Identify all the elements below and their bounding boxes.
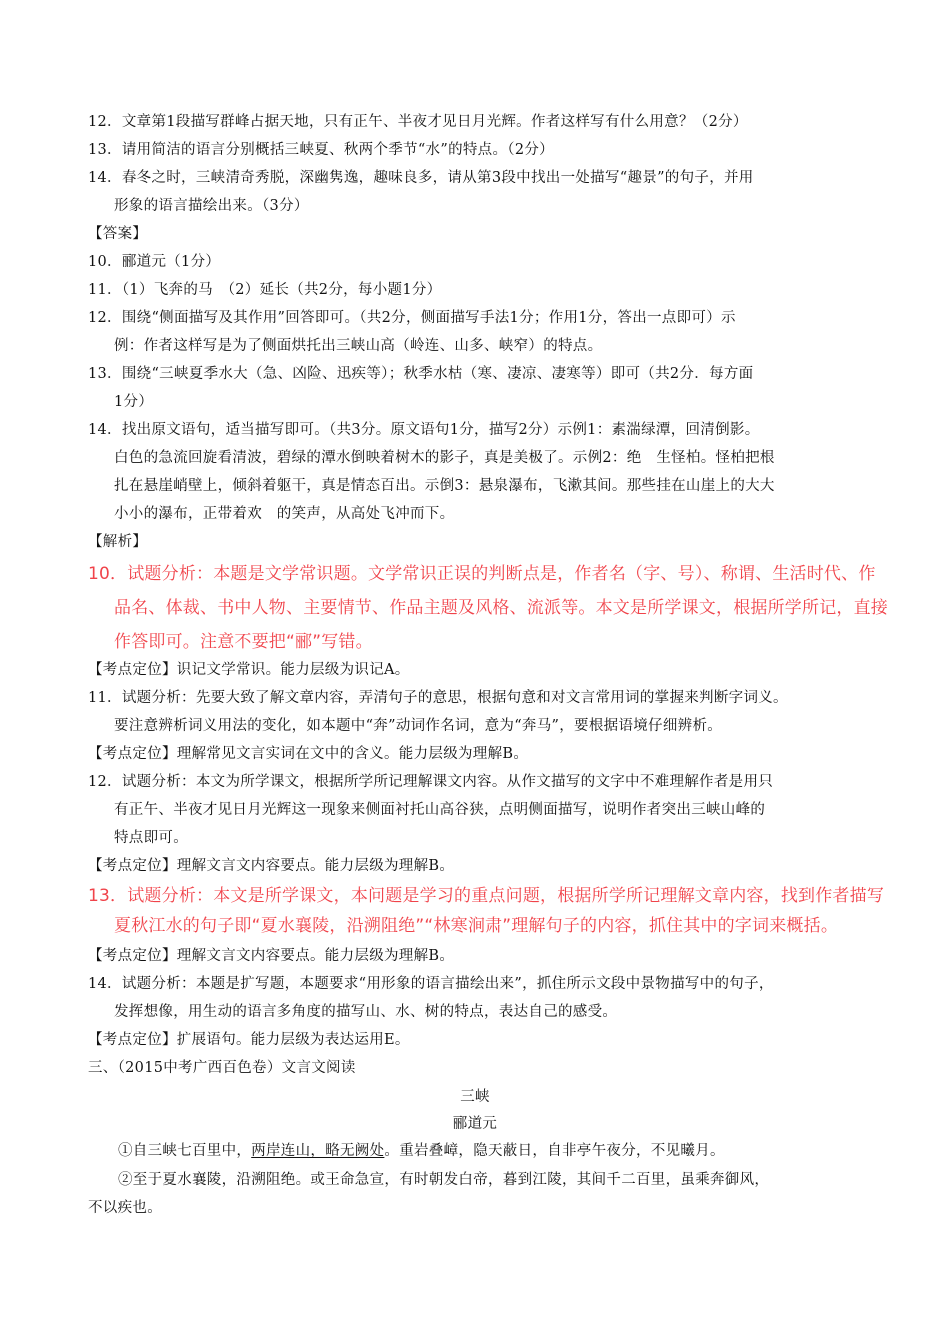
analysis-12-cont-1: 有正午、半夜才见日月光辉这一现象来侧面衬托山高谷狭，点明侧面描写，说明作者突出三峡山峰的 [114, 802, 766, 818]
answer-14: 14．找出原文语句，适当描写即可。（共3分。原文语句1分，描写2分）示例1：素湍绿潭，回清倒影。 [88, 422, 760, 438]
kaodian-14: 【考点定位】扩展语句。能力层级为表达运用E。 [88, 1032, 410, 1048]
answer-12-cont: 例：作者这样写是为了侧面烘托出三峡山高（岭连、山多、峡窄）的特点。 [114, 338, 603, 354]
answer-heading: 【答案】 [88, 226, 148, 242]
analysis-12-cont-2: 特点即可。 [114, 830, 188, 846]
question-13: 13．请用简洁的语言分别概括三峡夏、秋两个季节“水”的特点。（2分） [88, 142, 554, 158]
analysis-14: 14．试题分析：本题是扩写题，本题要求“用形象的语言描绘出来”，抓住所示文段中景物描写中的句子， [88, 976, 774, 992]
analysis-14-cont: 发挥想像，用生动的语言多角度的描写山、水、树的特点，表达自己的感受。 [114, 1004, 618, 1020]
passage-title: 三峡 [460, 1089, 490, 1105]
answer-13-cont: 1分） [114, 394, 154, 410]
question-14-cont: 形象的语言描绘出来。（3分） [114, 198, 309, 214]
kaodian-11: 【考点定位】理解常见文言实词在文中的含义。能力层级为理解B。 [88, 746, 529, 762]
kaodian-12: 【考点定位】理解文言文内容要点。能力层级为理解B。 [88, 858, 455, 874]
answer-13: 13．围绕“三峡夏季水大（急、凶险、迅疾等）；秋季水枯（寒、凄凉、凄寒等）即可（共2分．每方面 [88, 366, 754, 382]
analysis-13: 13．试题分析：本文是所学课文，本问题是学习的重点问题，根据所学所记理解文章内容，找到作者描写 [88, 886, 885, 906]
underlined-phrase: 两岸连山，略无阙处 [251, 1143, 385, 1159]
question-14: 14．春冬之时，三峡清奇秀脱，深幽隽逸，趣味良多，请从第3段中找出一处描写“趣景”的句子，并用 [88, 170, 754, 186]
answer-14-cont-3: 小小的瀑布，正带着欢 的笑声，从高处飞冲而下。 [114, 506, 455, 522]
passage-paragraph-2: ②至于夏水襄陵，沿溯阻绝。或王命急宣，有时朝发白帝，暮到江陵，其间千二百里，虽乘奔御风， [118, 1172, 770, 1188]
answer-14-cont-2: 扎在悬崖峭壁上，倾斜着躯干，真是情态百出。示倒3：悬泉瀑布，飞漱其间。那些挂在山崖上的大大 [114, 478, 775, 494]
analysis-11-cont: 要注意辨析词义用法的变化，如本题中“奔”动词作名词，意为“奔马”，要根据语境仔细辨析。 [114, 718, 723, 734]
question-12: 12．文章第1段描写群峰占据天地，只有正午、半夜才见日月光辉。作者这样写有什么用意？（2分） [88, 114, 748, 130]
answer-11: 11．（1）飞奔的马 （2）延长（共2分，每小题1分） [88, 282, 442, 298]
analysis-10-cont-1: 品名、体裁、书中人物、主要情节、作品主题及风格、流派等。本文是所学课文，根据所学所记，直接 [114, 598, 888, 618]
analysis-12: 12．试题分析：本文为所学课文，根据所学所记理解课文内容。从作文描写的文字中不难理解作者是用只 [88, 774, 774, 790]
analysis-11: 11．试题分析：先要大致了解文章内容，弄清句子的意思，根据句意和对文言常用词的掌握来判断字词义。 [88, 690, 788, 706]
answer-14-cont-1: 白色的急流回旋看清波，碧绿的潭水倒映着树木的影子，真是美极了。示例2：绝 生怪柏。怪柏把根 [114, 450, 775, 466]
passage-author: 郦道元 [452, 1116, 498, 1132]
kaodian-10: 【考点定位】识记文学常识。能力层级为识记A。 [88, 662, 410, 678]
section-three-heading: 三、（2015中考广西百色卷）文言文阅读 [88, 1060, 356, 1076]
analysis-10-cont-2: 作答即可。注意不要把“郦”写错。 [114, 632, 373, 652]
kaodian-13: 【考点定位】理解文言文内容要点。能力层级为理解B。 [88, 948, 455, 964]
analysis-heading: 【解析】 [88, 534, 148, 550]
answer-12: 12．围绕“侧面描写及其作用”回答即可。（共2分，侧面描写手法1分；作用1分，答出一点即可）示 [88, 310, 736, 326]
passage-paragraph-2-cont: 不以疾也。 [88, 1200, 162, 1216]
analysis-10: 10．试题分析：本题是文学常识题。文学常识正误的判断点是，作者名（字、号）、称谓、生活时代、作 [88, 564, 876, 584]
analysis-13-cont: 夏秋江水的句子即“夏水襄陵，沿溯阻绝”“林寒涧肃”理解句子的内容，抓住其中的字词来概括。 [114, 916, 839, 936]
answer-10: 10．郦道元（1分） [88, 254, 221, 270]
passage-paragraph-1: ①自三峡七百里中，两岸连山，略无阙处。重岩叠嶂，隐天蔽日，自非亭午夜分，不见曦月。 [118, 1143, 725, 1159]
